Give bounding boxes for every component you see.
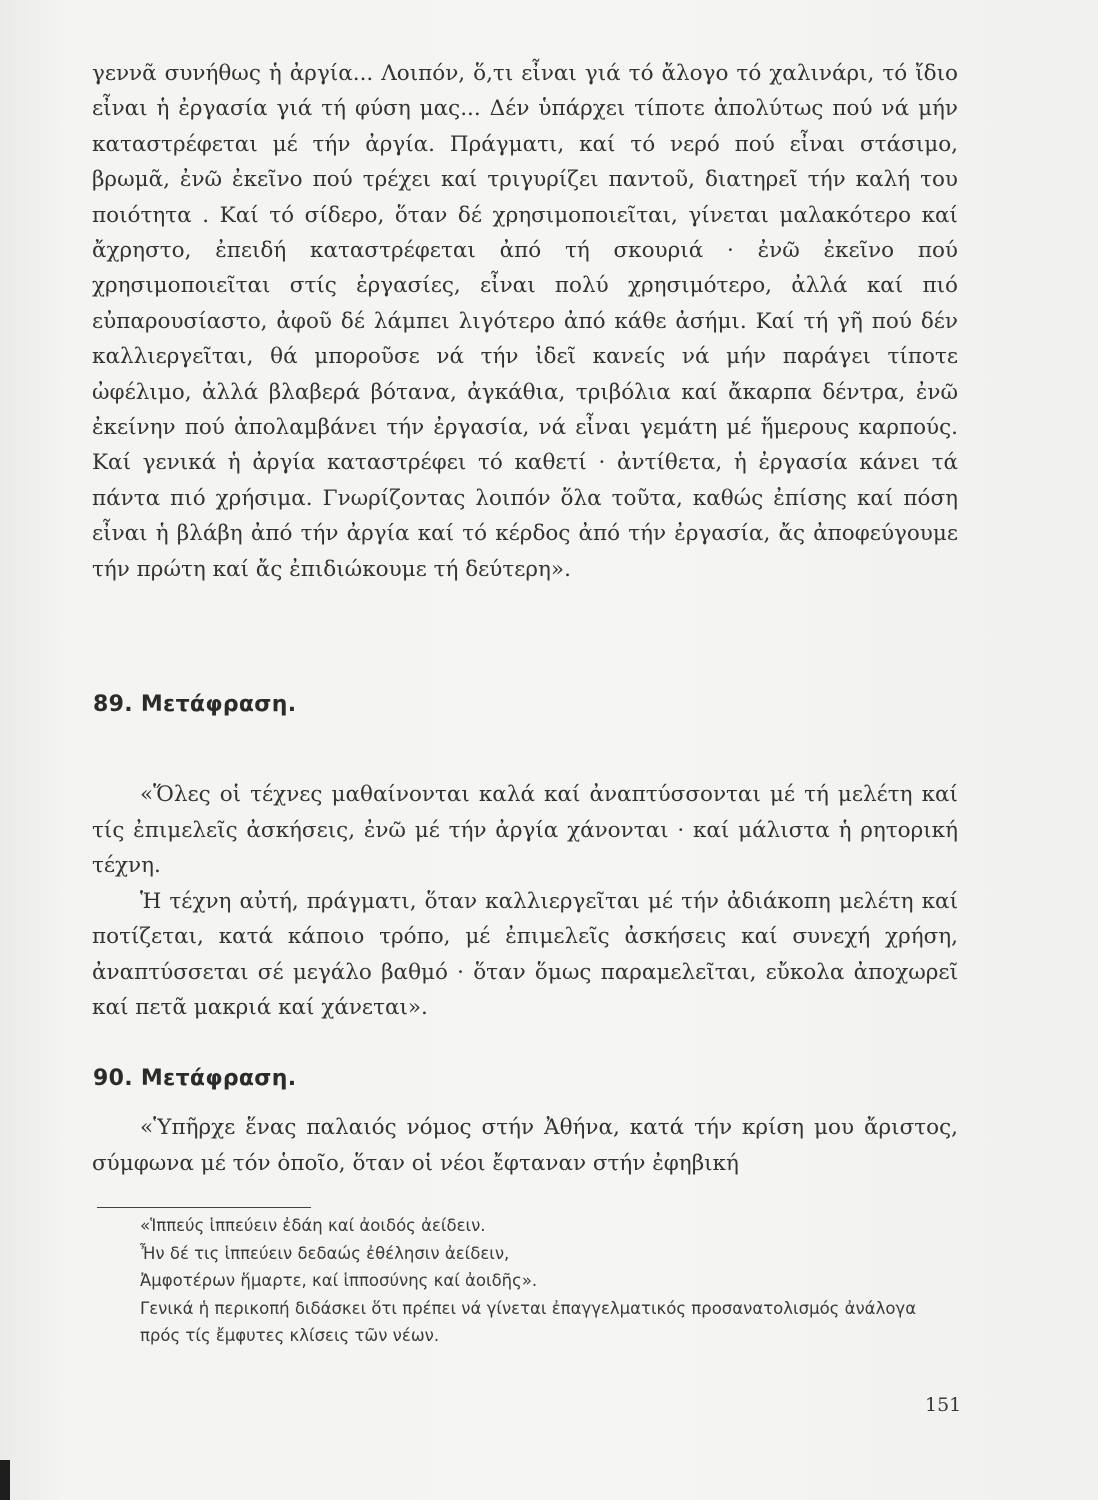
paragraph-text: «Ὅλες οἱ τέχνες μαθαίνονται καλά καί ἀναπτύσσονται μέ τή μελέτη καί τίς ἐπιμελεῖς ἀσκήσεις, ἐνῶ μέ τήν ἀργία χάνονται · καί μάλιστα ἡ ρητορική τέχνη. [92, 782, 958, 878]
body-paragraph-88-end [92, 56, 958, 587]
footnote-divider [97, 1207, 311, 1208]
body-paragraph-90 [92, 1110, 958, 1181]
footnotes [140, 1212, 960, 1350]
section-heading-89: 89. Μετάφραση. [93, 692, 297, 717]
section-heading-90: 90. Μετάφραση. [93, 1066, 297, 1091]
footnote-verse-line: «Ἱππεύς ἱππεύειν ἐδάη καί ἀοιδός ἀείδειν. [140, 1216, 486, 1235]
paragraph-text: «Ὑπῆρχε ἕνας παλαιός νόμος στήν Ἀθήνα, κατά τήν κρίση μου ἄριστος, σύμφωνα μέ τόν ὁποῖο, ὅταν οἱ νέοι ἔφταναν στήν ἐφηβική [92, 1115, 958, 1176]
page-number: 151 [925, 1394, 962, 1416]
footnote-verse-line: Ἦν δέ τις ἱππεύειν δεδαώς ἐθέλησιν ἀείδειν, [140, 1243, 510, 1263]
body-paragraph-89 [92, 777, 958, 1026]
paragraph-text: Ἡ τέχνη αὐτή, πράγματι, ὅταν καλλιεργεῖται μέ τήν ἀδιάκοπη μελέτη καί ποτίζεται, κατά κάποιο τρόπο, μέ ἐπιμελεῖς ἀσκήσεις καί συνεχή χρήση, ἀναπτύσσεται σέ μεγάλο βαθμό · ὅταν ὅμως παραμελεῖται, εὔκολα ἀποχωρεῖ καί πετᾶ μακριά καί χάνεται». [92, 888, 958, 1020]
paragraph-text: γεννᾶ συνήθως ἡ ἀργία... Λοιπόν, ὅ,τι εἶναι γιά τό ἄλογο τό χαλινάρι, τό ἴδιο εἶναι ἡ ἐργασία γιά τή φύση μας... Δέν ὑπάρχει τίποτε ἀπολύτως πού νά μήν καταστρέφεται μέ τήν ἀργία. Πράγματι, καί τό νερό πού εἶναι στάσιμο, βρωμᾶ, ἐνῶ ἐκεῖνο πού τρέχει καί τριγυρίζει παντοῦ, διατηρεῖ τήν καλή του ποιότητα . Καί τό σίδερο, ὅταν δέ χρησιμοποιεῖται, γίνεται μαλακότερο καί ἄχρηστο, ἐπειδή καταστρέφεται ἀπό τή σκουριά · ἐνῶ ἐκεῖνο πού χρησιμοποιεῖται στίς ἐργασίες, εἶναι πολύ χρησιμότερο, ἀλλά καί πιό εὐπαρουσίαστο, ἀφοῦ δέ λάμπει λιγότερο ἀπό κάθε ἀσήμι. Καί τή γῆ πού δέν καλλιεργεῖται, θά μποροῦσε νά τήν ἰδεῖ κανείς νά μήν παράγει τίποτε ὠφέλιμο, ἀλλά βλαβερά βότανα, ἀγκάθια, τριβόλια καί ἄκαρπα δέντρα, ἐνῶ ἐκείνην πού ἀπολαμβάνει τήν ἐργασία, νά εἶναι γεμάτη μέ ἥμερους καρπούς. Καί γενικά ἡ ἀργία καταστρέφει τό καθετί · ἀντίθετα, ἡ ἐργασία κάνει τά πάντα πιό χρήσιμα. Γνωρίζοντας λοιπόν ὅλα τοῦτα, καθώς ἐπίσης καί πόση εἶναι ἡ βλάβη ἀπό τήν ἀργία καί τό κέρδος ἀπό τήν ἐργασία, ἄς ἀποφεύγουμε τήν πρώτη καί ἄς ἐπιδιώκουμε τή δεύτερη». [92, 61, 958, 582]
footnote-note: Γενικά ἡ περικοπή διδάσκει ὅτι πρέπει νά γίνεται ἐπαγγελματικός προσανατολισμός ἀνάλογα πρός τίς ἔμφυτες κλίσεις τῶν νέων. [140, 1298, 917, 1345]
footnote-verse-line: Ἀμφοτέρων ἥμαρτε, καί ἱπποσύνης καί ἀοιδῆς». [140, 1271, 538, 1290]
